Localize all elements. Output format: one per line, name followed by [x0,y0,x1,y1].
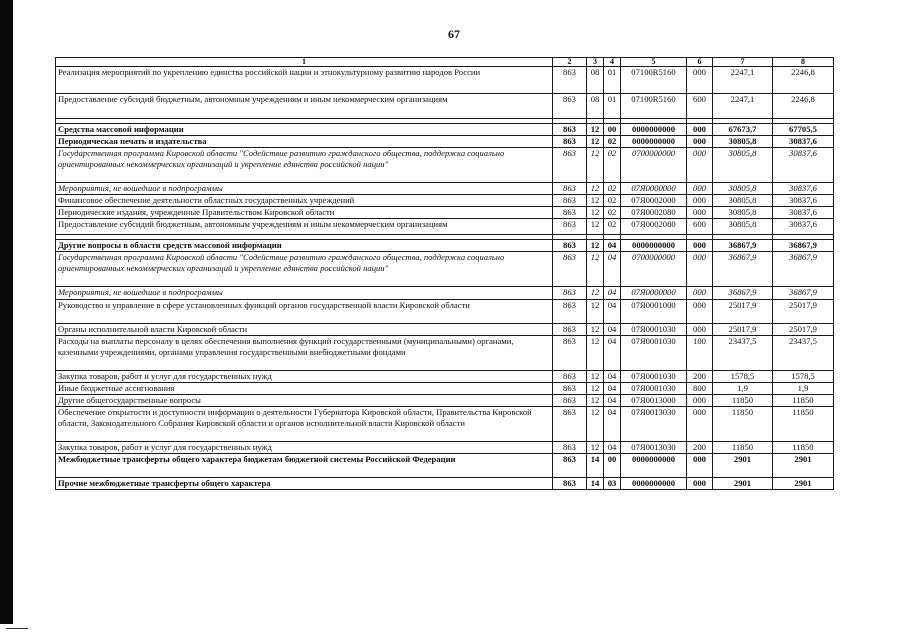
cell-amount-col8: 36867,9 [773,240,834,252]
cell-section: 12 [587,195,604,207]
row-description: Закупка товаров, работ и услуг для государственных нужд [56,371,553,383]
cell-amount-col8: 2901 [773,454,834,478]
cell-expense-type: 000 [687,67,713,94]
cell-subsection: 03 [604,478,621,490]
table-row [56,454,834,478]
cell-amount-col8: 30837,6 [773,136,834,148]
cell-target-article: 07Я0002080 [621,207,687,219]
cell-amount-col8: 30837,6 [773,148,834,183]
cell-target-article: 0700000000 [621,148,687,183]
cell-code: 863 [553,94,587,119]
row-description: Периодические издания, учрежденные Правительством Кировской области [56,207,553,219]
table-header-row [56,58,834,67]
cell-code: 863 [553,183,587,195]
cell-amount-col7: 30805,8 [713,183,773,195]
cell-expense-type: 000 [687,407,713,442]
cell-code: 863 [553,67,587,94]
cell-subsection: 04 [604,287,621,300]
cell-amount-col7: 2247,1 [713,94,773,119]
cell-code: 863 [553,478,587,490]
cell-target-article: 07Я0000000 [621,183,687,195]
cell-expense-type: 000 [687,240,713,252]
cell-expense-type: 600 [687,94,713,119]
header-cell: 8 [773,58,834,67]
cell-amount-col8: 36867,9 [773,287,834,300]
cell-expense-type: 000 [687,324,713,336]
cell-amount-col8: 30837,6 [773,183,834,195]
cell-amount-col8: 1578,5 [773,371,834,383]
row-description: Финансовое обеспечение деятельности областных государственных учреждений [56,195,553,207]
cell-amount-col8: 25017,9 [773,324,834,336]
cell-code: 863 [553,240,587,252]
cell-expense-type: 200 [687,442,713,454]
cell-expense-type: 000 [687,124,713,136]
cell-subsection: 02 [604,219,621,235]
cell-section: 08 [587,67,604,94]
row-description: Реализация мероприятий по укреплению единства российской нации и этнокультурному развитию народов России [56,67,553,94]
cell-amount-col7: 67673,7 [713,124,773,136]
header-cell: 7 [713,58,773,67]
cell-expense-type: 000 [687,395,713,407]
cell-amount-col7: 11850 [713,395,773,407]
cell-code: 863 [553,124,587,136]
cell-target-article: 0000000000 [621,136,687,148]
cell-amount-col7: 30805,8 [713,207,773,219]
table-row [56,371,834,383]
cell-amount-col8: 25017,9 [773,300,834,324]
cell-target-article: 07Я0013000 [621,395,687,407]
cell-amount-col7: 11850 [713,442,773,454]
cell-section: 12 [587,124,604,136]
cell-amount-col7: 1,9 [713,383,773,395]
table-row [56,240,834,252]
cell-expense-type: 100 [687,336,713,371]
cell-subsection: 02 [604,136,621,148]
cell-subsection: 04 [604,442,621,454]
cell-code: 863 [553,136,587,148]
cell-expense-type: 000 [687,252,713,287]
cell-amount-col8: 30837,6 [773,195,834,207]
cell-code: 863 [553,395,587,407]
cell-code: 863 [553,407,587,442]
cell-amount-col7: 25017,9 [713,300,773,324]
row-description: Периодическая печать и издательства [56,136,553,148]
cell-target-article: 0000000000 [621,240,687,252]
cell-section: 12 [587,336,604,371]
table-row [56,252,834,287]
cell-code: 863 [553,148,587,183]
cell-expense-type: 000 [687,183,713,195]
row-description: Предоставление субсидий бюджетным, автономным учреждениям и иным некоммерческим организациям [56,94,553,119]
cell-amount-col7: 25017,9 [713,324,773,336]
cell-target-article: 07Я0013030 [621,407,687,442]
cell-amount-col8: 30837,6 [773,207,834,219]
cell-target-article: 07Я0001030 [621,324,687,336]
row-description: Обеспечение открытости и доступности информации о деятельности Губернатора Кировской области, Правительства Кировской области, Законодательного Собрания Кировской области и органов исполнительной власти Кировской области [56,407,553,442]
cell-code: 863 [553,219,587,235]
cell-amount-col7: 30805,8 [713,195,773,207]
cell-subsection: 01 [604,94,621,119]
budget-table [55,57,834,490]
cell-target-article: 07100R5160 [621,67,687,94]
row-description: Другие общегосударственные вопросы [56,395,553,407]
cell-subsection: 04 [604,371,621,383]
cell-subsection: 04 [604,395,621,407]
table-row [56,383,834,395]
table-row [56,207,834,219]
cell-subsection: 00 [604,454,621,478]
cell-section: 12 [587,240,604,252]
cell-subsection: 04 [604,252,621,287]
cell-section: 12 [587,383,604,395]
page-number: 67 [448,27,460,41]
cell-section: 14 [587,478,604,490]
cell-expense-type: 000 [687,148,713,183]
scan-edge-mark [6,628,28,629]
cell-section: 12 [587,183,604,195]
cell-section: 12 [587,395,604,407]
cell-code: 863 [553,195,587,207]
table-row [56,183,834,195]
table-row [56,195,834,207]
header-cell: 6 [687,58,713,67]
cell-code: 863 [553,300,587,324]
table-row [56,94,834,119]
cell-target-article: 07Я0002080 [621,219,687,235]
cell-amount-col7: 2901 [713,454,773,478]
cell-code: 863 [553,207,587,219]
cell-section: 12 [587,442,604,454]
row-description: Мероприятия, не вошедшие в подпрограммы [56,183,553,195]
table-row [56,300,834,324]
row-description: Другие вопросы в области средств массовой информации [56,240,553,252]
cell-section: 12 [587,207,604,219]
cell-expense-type: 000 [687,454,713,478]
row-description: Межбюджетные трансферты общего характера бюджетам бюджетной системы Российской Федерации [56,454,553,478]
header-cell: 5 [621,58,687,67]
row-description: Органы исполнительной власти Кировской области [56,324,553,336]
row-description: Расходы на выплаты персоналу в целях обеспечения выполнения функций государственными (муниципальными) органами, казенными учреждениями, органами управления государственными внебюджетными фондами [56,336,553,371]
cell-section: 12 [587,136,604,148]
cell-target-article: 07Я0013030 [621,442,687,454]
cell-amount-col8: 11850 [773,395,834,407]
table-row [56,287,834,300]
cell-subsection: 04 [604,300,621,324]
cell-subsection: 04 [604,240,621,252]
cell-amount-col7: 30805,8 [713,219,773,235]
cell-expense-type: 000 [687,478,713,490]
header-cell: 2 [553,58,587,67]
cell-subsection: 02 [604,195,621,207]
cell-section: 12 [587,371,604,383]
table-row [56,395,834,407]
row-description: Прочие межбюджетные трансферты общего характера [56,478,553,490]
cell-section: 12 [587,252,604,287]
cell-amount-col8: 36867,9 [773,252,834,287]
cell-amount-col8: 11850 [773,442,834,454]
cell-amount-col7: 1578,5 [713,371,773,383]
cell-amount-col8: 67705,5 [773,124,834,136]
table-row [56,336,834,371]
cell-amount-col7: 23437,5 [713,336,773,371]
cell-target-article: 07100R5160 [621,94,687,119]
scan-left-edge [0,0,13,624]
header-cell: 4 [604,58,621,67]
cell-subsection: 04 [604,407,621,442]
cell-target-article: 07Я0001030 [621,336,687,371]
cell-code: 863 [553,442,587,454]
cell-subsection: 02 [604,207,621,219]
cell-code: 863 [553,324,587,336]
cell-code: 863 [553,383,587,395]
cell-section: 12 [587,407,604,442]
cell-expense-type: 600 [687,219,713,235]
cell-expense-type: 000 [687,136,713,148]
cell-expense-type: 200 [687,371,713,383]
cell-amount-col8: 2901 [773,478,834,490]
cell-amount-col8: 11850 [773,407,834,442]
table-row [56,136,834,148]
cell-section: 12 [587,324,604,336]
cell-subsection: 02 [604,183,621,195]
cell-subsection: 04 [604,336,621,371]
table-row [56,219,834,235]
cell-subsection: 02 [604,148,621,183]
header-cell: 1 [56,58,553,67]
row-description: Государственная программа Кировской области "Содействие развитию гражданского общества, поддержка социально ориентированных некоммерческих организаций и укрепление единства российской нации" [56,148,553,183]
cell-target-article: 0000000000 [621,454,687,478]
cell-section: 12 [587,148,604,183]
row-description: Мероприятия, не вошедшие в подпрограммы [56,287,553,300]
table-row [56,148,834,183]
row-description: Предоставление субсидий бюджетным, автономным учреждениям и иным некоммерческим организациям [56,219,553,235]
cell-code: 863 [553,336,587,371]
cell-subsection: 00 [604,124,621,136]
cell-amount-col8: 2246,8 [773,67,834,94]
cell-amount-col7: 36867,9 [713,287,773,300]
cell-expense-type: 000 [687,195,713,207]
cell-section: 14 [587,454,604,478]
cell-target-article: 07Я0001030 [621,383,687,395]
cell-expense-type: 000 [687,287,713,300]
cell-subsection: 04 [604,383,621,395]
cell-amount-col7: 2901 [713,478,773,490]
cell-amount-col7: 30805,8 [713,136,773,148]
cell-amount-col8: 23437,5 [773,336,834,371]
row-description: Руководство и управление в сфере установленных функций органов государственной власти Кировской области [56,300,553,324]
cell-subsection: 04 [604,324,621,336]
cell-target-article: 07Я0000000 [621,287,687,300]
row-description: Средства массовой информации [56,124,553,136]
cell-amount-col7: 11850 [713,407,773,442]
table-row [56,442,834,454]
cell-expense-type: 800 [687,383,713,395]
row-description: Закупка товаров, работ и услуг для государственных нужд [56,442,553,454]
cell-section: 08 [587,94,604,119]
cell-code: 863 [553,252,587,287]
cell-target-article: 0700000000 [621,252,687,287]
row-description: Иные бюджетные ассигнования [56,383,553,395]
cell-code: 863 [553,454,587,478]
cell-code: 863 [553,371,587,383]
cell-target-article: 07Я0001000 [621,300,687,324]
cell-target-article: 07Я0001030 [621,371,687,383]
cell-section: 12 [587,219,604,235]
cell-expense-type: 000 [687,207,713,219]
cell-amount-col8: 1,9 [773,383,834,395]
row-description: Государственная программа Кировской области "Содействие развитию гражданского общества, поддержка социально ориентированных некоммерческих организаций и укрепление единства российской нации" [56,252,553,287]
table-row [56,67,834,94]
cell-amount-col7: 36867,9 [713,252,773,287]
table-row [56,124,834,136]
cell-code: 863 [553,287,587,300]
cell-expense-type: 000 [687,300,713,324]
cell-amount-col7: 30805,8 [713,148,773,183]
cell-target-article: 0000000000 [621,478,687,490]
cell-target-article: 0000000000 [621,124,687,136]
cell-section: 12 [587,287,604,300]
cell-amount-col7: 36867,9 [713,240,773,252]
header-cell: 3 [587,58,604,67]
cell-target-article: 07Я0002000 [621,195,687,207]
cell-amount-col8: 2246,8 [773,94,834,119]
table-row [56,478,834,490]
cell-amount-col8: 30837,6 [773,219,834,235]
table-row [56,407,834,442]
cell-amount-col7: 2247,1 [713,67,773,94]
cell-subsection: 01 [604,67,621,94]
cell-section: 12 [587,300,604,324]
table-row [56,324,834,336]
table-body [56,67,834,490]
